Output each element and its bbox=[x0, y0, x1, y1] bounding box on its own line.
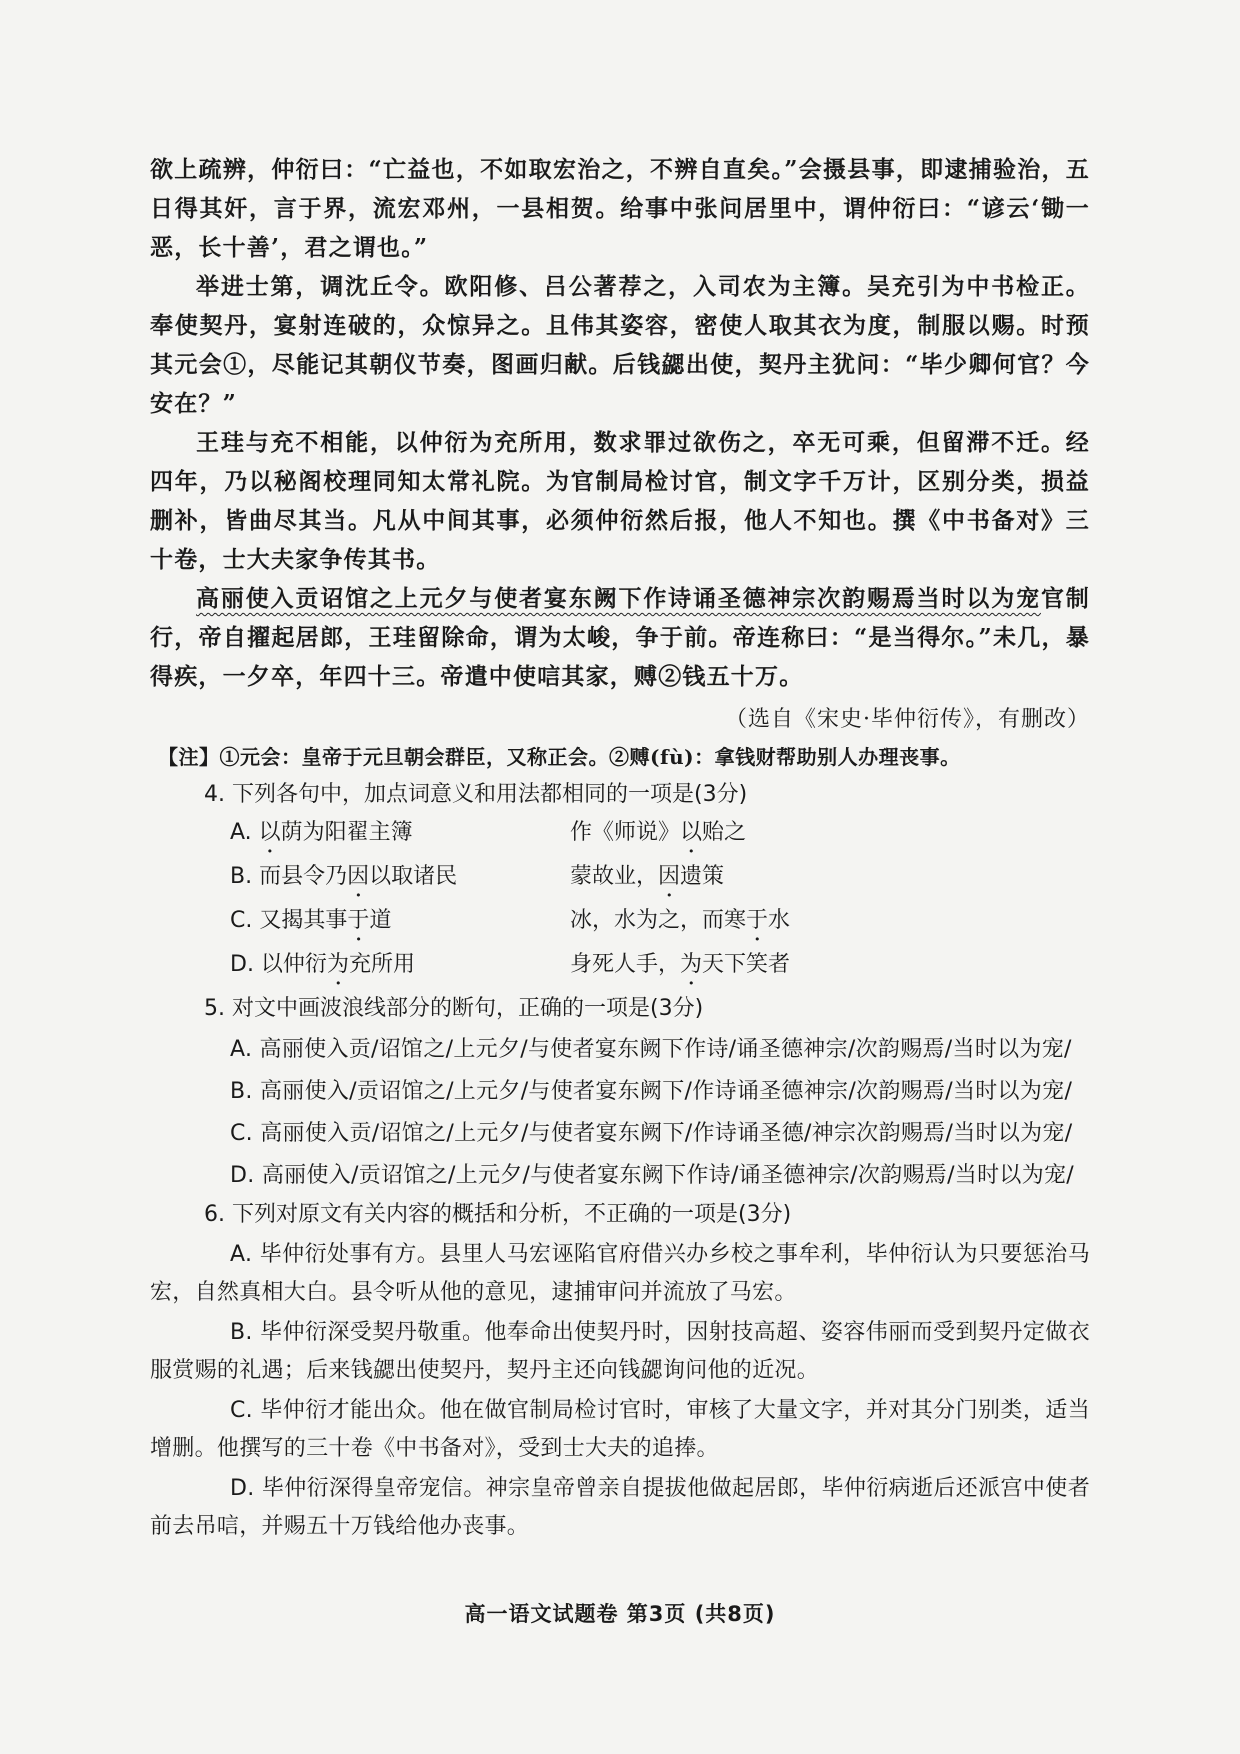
classical-passage bbox=[150, 150, 1090, 696]
passage-paragraph-3: 王珪与充不相能，以仲衍为充所用，数求罪过欲伤之，卒无可乘，但留滞不迁。经四年，乃以秘阁校理同知太常礼院。为官制局检讨官，制文字千万计，区别分类，损益删补，皆曲尽其当。凡从中间其事，必须仲衍然后报，他人不知也。撰《中书备对》三十卷，士大夫家争传其书。 bbox=[150, 429, 1090, 573]
question-5-option-b: B. 高丽使入/贡诏馆之/上元夕/与使者宴东阙下/作诗诵圣德神宗/次韵赐焉/当时以为宠/ bbox=[230, 1079, 1073, 1104]
dotted-word: 因 bbox=[658, 864, 681, 889]
page-footer: 高一语文试题卷 第3页 (共8页) bbox=[464, 1602, 776, 1626]
question-5-stem: 5. 对文中画波浪线部分的断句，正确的一项是(3分) bbox=[204, 996, 704, 1021]
dotted-word: 于 bbox=[347, 908, 370, 933]
question-5-option-d: D. 高丽使入/贡诏馆之/上元夕/与使者宴东阙下作诗/诵圣德神宗/次韵赐焉/当时以为宠/ bbox=[230, 1163, 1075, 1188]
question-4-option-d bbox=[230, 946, 1090, 990]
option-right-sentence: 身死人手，为天下笑者 bbox=[570, 952, 791, 977]
dotted-word: 以 bbox=[680, 820, 703, 845]
option-left-sentence: B. 而县令乃因以取诸民 bbox=[230, 864, 458, 889]
question-4 bbox=[150, 776, 1090, 990]
question-6-option-d: D. 毕仲衍深得皇帝宠信。神宗皇帝曾亲自提拔他做起居郎，毕仲衍病逝后还派宫中使者前去吊唁，并赐五十万钱给他办丧事。 bbox=[150, 1476, 1090, 1539]
passage-paragraph-2: 举进士第，调沈丘令。欧阳修、吕公著荐之，入司农为主簿。吴充引为中书检正。奉使契丹，宴射连破的，众惊异之。且伟其姿容，密使人取其衣为度，制服以赐。时预其元会①，尽能记其朝仪节奏，图画归献。后钱勰出使，契丹主犹问：“毕少卿何官？今安在？” bbox=[150, 273, 1090, 417]
annotation-note: 【注】①元会：皇帝于元旦朝会群臣，又称正会。②赙(fù)：拿钱财帮助别人办理丧事。 bbox=[158, 745, 961, 769]
question-5-option-a: A. 高丽使入贡/诏馆之/上元夕/与使者宴东阙下作诗/诵圣德神宗/次韵赐焉/当时以为宠/ bbox=[230, 1037, 1072, 1062]
dotted-word: 以 bbox=[258, 820, 281, 845]
dotted-word: 于 bbox=[746, 908, 769, 933]
question-4-option-a bbox=[230, 814, 1090, 858]
passage-paragraph-1: 欲上疏辨，仲衍曰：“亡益也，不如取宏治之，不辨自直矣。”会摄县事，即逮捕验治，五日得其奸，言于界，流宏邓州，一县相贺。给事中张问居里中，谓仲衍曰：“谚云‘锄一恶，长十善’，君之谓也。” bbox=[150, 156, 1090, 261]
option-right-sentence: 蒙故业，因遗策 bbox=[570, 864, 725, 889]
question-4-option-b bbox=[230, 858, 1090, 902]
passage-paragraph-4 bbox=[150, 579, 1090, 696]
question-4-stem: 4. 下列各句中，加点词意义和用法都相同的一项是(3分) bbox=[204, 782, 748, 807]
passage-paragraph-4-rest: 官制行，帝自擢起居郎，王珪留除命，谓为太峻，争于前。帝连称曰：“是当得尔。”未几，暴得疾，一夕卒，年四十三。帝遣中使唁其家，赙②钱五十万。 bbox=[150, 585, 1090, 690]
question-6-option-c: C. 毕仲衍才能出众。他在做官制局检讨官时，审核了大量文字，并对其分门别类，适当增删。他撰写的三十卷《中书备对》，受到士大夫的追捧。 bbox=[150, 1398, 1090, 1461]
question-5 bbox=[150, 990, 1090, 1196]
option-left-sentence: A. 以荫为阳翟主簿 bbox=[230, 820, 413, 845]
exam-page bbox=[150, 150, 1090, 1546]
question-6-option-b: B. 毕仲衍深受契丹敬重。他奉命出使契丹时，因射技高超、姿容伟丽而受到契丹定做衣服赏赐的礼遇；后来钱勰出使契丹，契丹主还向钱勰询问他的近况。 bbox=[150, 1320, 1090, 1383]
option-left-sentence: D. 以仲衍为充所用 bbox=[230, 952, 415, 977]
dotted-word: 为 bbox=[680, 952, 703, 977]
question-4-option-c bbox=[230, 902, 1090, 946]
option-left-sentence: C. 又揭其事于道 bbox=[230, 908, 392, 933]
question-6-stem: 6. 下列对原文有关内容的概括和分析，不正确的一项是(3分) bbox=[204, 1202, 792, 1227]
wavy-underlined-sentence: 高丽使入贡诏馆之上元夕与使者宴东阙下作诗诵圣德神宗次韵赐焉当时以为宠 bbox=[196, 585, 1041, 612]
question-6 bbox=[150, 1196, 1090, 1546]
dotted-word: 为 bbox=[326, 952, 349, 977]
question-6-option-a: A. 毕仲衍处事有方。县里人马宏诬陷官府借兴办乡校之事牟利，毕仲衍认为只要惩治马宏，自然真相大白。县令听从他的意见，逮捕审问并流放了马宏。 bbox=[150, 1242, 1090, 1305]
dotted-word: 因 bbox=[347, 864, 370, 889]
option-right-sentence: 冰，水为之，而寒于水 bbox=[570, 908, 791, 933]
question-5-option-c: C. 高丽使入贡/诏馆之/上元夕/与使者宴东阙下/作诗诵圣德/神宗次韵赐焉/当时以为宠/ bbox=[230, 1121, 1073, 1146]
source-citation: （选自《宋史·毕仲衍传》，有删改） bbox=[725, 707, 1090, 732]
questions-section bbox=[150, 776, 1090, 1546]
option-right-sentence: 作《师说》以贻之 bbox=[570, 820, 747, 845]
